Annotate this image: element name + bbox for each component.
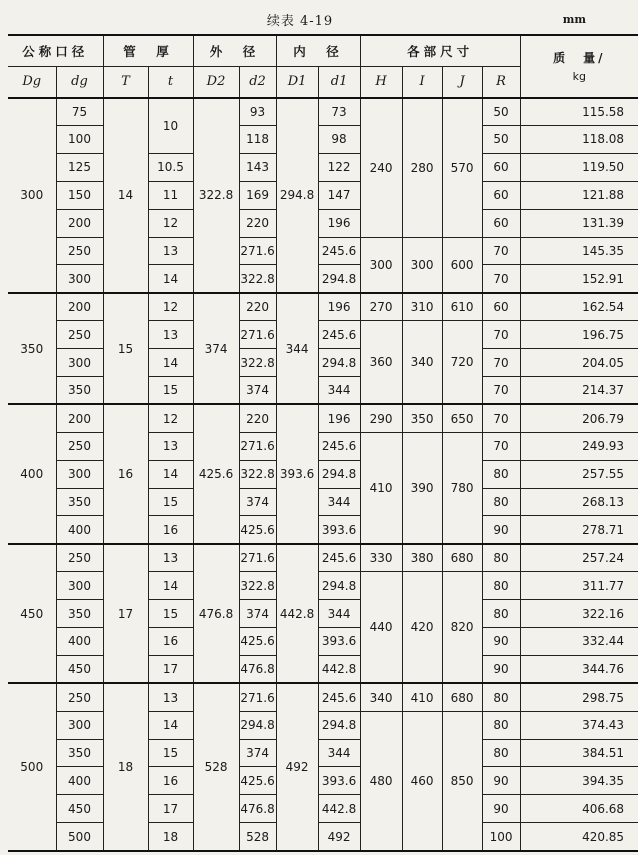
cell-d2: 294.8: [239, 711, 276, 739]
cell-mass: 311.77: [520, 572, 638, 600]
cell-dg: 200: [56, 209, 103, 237]
cell-d2: 220: [239, 209, 276, 237]
table-row: [8, 153, 638, 181]
cell-I: 300: [402, 237, 442, 293]
table-row: [8, 209, 638, 237]
table-row: [8, 237, 638, 265]
cell-dg: 200: [56, 293, 103, 321]
cell-dg: 350: [56, 488, 103, 516]
table-row: [8, 432, 638, 460]
cell-I: 380: [402, 544, 442, 572]
cell-J: 820: [442, 572, 482, 684]
cell-d1: 98: [318, 126, 360, 154]
cell-D2: 528: [193, 683, 239, 851]
cell-d1: 294.8: [318, 572, 360, 600]
table-row: [8, 126, 638, 154]
header-mass-label: 质 量/: [553, 51, 606, 66]
cell-H: 270: [360, 293, 402, 321]
cell-H: 340: [360, 683, 402, 711]
table-row: [8, 460, 638, 488]
cell-d1: 393.6: [318, 628, 360, 656]
cell-I: 350: [402, 404, 442, 432]
cell-d1: 245.6: [318, 432, 360, 460]
header-outer-diameter: 外 径: [193, 35, 276, 67]
symbol-I: I: [402, 67, 442, 98]
cell-d2: 271.6: [239, 683, 276, 711]
cell-J: 780: [442, 432, 482, 544]
cell-d1: 122: [318, 153, 360, 181]
cell-d2: 374: [239, 600, 276, 628]
cell-R: 70: [482, 265, 520, 293]
cell-dg: 450: [56, 655, 103, 683]
cell-t: 14: [148, 265, 193, 293]
cell-I: 420: [402, 572, 442, 684]
header-mass: [520, 35, 638, 98]
cell-d2: 476.8: [239, 655, 276, 683]
cell-nominal-Dg: 450: [8, 544, 56, 683]
cell-d1: 393.6: [318, 767, 360, 795]
cell-R: 70: [482, 377, 520, 405]
cell-d1: 245.6: [318, 544, 360, 572]
cell-mass: 420.85: [520, 823, 638, 851]
table-row: [8, 767, 638, 795]
cell-d1: 344: [318, 377, 360, 405]
cell-t: 17: [148, 795, 193, 823]
cell-d1: 492: [318, 823, 360, 851]
cell-J: 600: [442, 237, 482, 293]
cell-d2: 93: [239, 98, 276, 126]
cell-mass: 257.55: [520, 460, 638, 488]
cell-dg: 350: [56, 739, 103, 767]
cell-t: 11: [148, 181, 193, 209]
cell-R: 80: [482, 572, 520, 600]
cell-H: 410: [360, 432, 402, 544]
cell-d1: 196: [318, 209, 360, 237]
cell-H: 300: [360, 237, 402, 293]
cell-dg: 300: [56, 265, 103, 293]
cell-D1: 442.8: [276, 544, 318, 683]
symbol-J: J: [442, 67, 482, 98]
header-pipe-wall: 管 厚: [103, 35, 193, 67]
cell-mass: 344.76: [520, 655, 638, 683]
cell-H: 480: [360, 711, 402, 851]
cell-dg: 100: [56, 126, 103, 154]
cell-R: 80: [482, 544, 520, 572]
cell-d2: 528: [239, 823, 276, 851]
cell-mass: 204.05: [520, 349, 638, 377]
cell-D1: 344: [276, 293, 318, 405]
cell-mass: 162.54: [520, 293, 638, 321]
cell-d1: 344: [318, 488, 360, 516]
cell-J: 610: [442, 293, 482, 321]
cell-d2: 425.6: [239, 767, 276, 795]
cell-d1: 245.6: [318, 683, 360, 711]
cell-mass: 214.37: [520, 377, 638, 405]
cell-mass: 115.58: [520, 98, 638, 126]
cell-mass: 249.93: [520, 432, 638, 460]
cell-t: 13: [148, 432, 193, 460]
cell-d2: 220: [239, 293, 276, 321]
cell-t: 13: [148, 683, 193, 711]
cell-J: 680: [442, 544, 482, 572]
table-row: [8, 683, 638, 711]
cell-d2: 118: [239, 126, 276, 154]
cell-d2: 374: [239, 377, 276, 405]
cell-R: 50: [482, 98, 520, 126]
cell-d1: 294.8: [318, 265, 360, 293]
cell-mass: 257.24: [520, 544, 638, 572]
symbol-d1: d1: [318, 67, 360, 98]
cell-R: 90: [482, 767, 520, 795]
cell-t: 12: [148, 404, 193, 432]
cell-R: 60: [482, 293, 520, 321]
cell-t: 12: [148, 209, 193, 237]
cell-I: 390: [402, 432, 442, 544]
table-row: [8, 628, 638, 656]
cell-d1: 344: [318, 600, 360, 628]
cell-R: 70: [482, 404, 520, 432]
cell-mass: 374.43: [520, 711, 638, 739]
cell-R: 70: [482, 321, 520, 349]
cell-t: 15: [148, 600, 193, 628]
cell-T: 16: [103, 404, 148, 543]
cell-dg: 400: [56, 628, 103, 656]
cell-d1: 196: [318, 293, 360, 321]
cell-mass: 131.39: [520, 209, 638, 237]
cell-t: 13: [148, 544, 193, 572]
cell-d1: 442.8: [318, 795, 360, 823]
cell-mass: 384.51: [520, 739, 638, 767]
cell-dg: 250: [56, 237, 103, 265]
cell-J: 680: [442, 683, 482, 711]
cell-D1: 393.6: [276, 404, 318, 543]
cell-H: 360: [360, 321, 402, 405]
cell-R: 70: [482, 349, 520, 377]
symbol-R: R: [482, 67, 520, 98]
cell-t: 15: [148, 488, 193, 516]
table-row: [8, 349, 638, 377]
header-nominal-diameter: 公称口径: [8, 35, 103, 67]
cell-d2: 322.8: [239, 572, 276, 600]
cell-t: 14: [148, 711, 193, 739]
table-row: [8, 544, 638, 572]
cell-H: 330: [360, 544, 402, 572]
cell-D2: 425.6: [193, 404, 239, 543]
cell-dg: 150: [56, 181, 103, 209]
cell-t: 17: [148, 655, 193, 683]
symbol-D1: D1: [276, 67, 318, 98]
cell-R: 70: [482, 237, 520, 265]
cell-R: 80: [482, 488, 520, 516]
cell-mass: 206.79: [520, 404, 638, 432]
table-row: [8, 488, 638, 516]
table-row: [8, 655, 638, 683]
cell-t: 10.5: [148, 153, 193, 181]
cell-d2: 143: [239, 153, 276, 181]
cell-T: 15: [103, 293, 148, 405]
cell-H: 440: [360, 572, 402, 684]
cell-T: 17: [103, 544, 148, 683]
cell-R: 80: [482, 460, 520, 488]
cell-mass: 394.35: [520, 767, 638, 795]
cell-mass: 298.75: [520, 683, 638, 711]
cell-d1: 442.8: [318, 655, 360, 683]
cell-d1: 294.8: [318, 460, 360, 488]
table-row: [8, 739, 638, 767]
table-row: [8, 98, 638, 126]
cell-mass: 278.71: [520, 516, 638, 544]
cell-R: 60: [482, 209, 520, 237]
cell-mass: 268.13: [520, 488, 638, 516]
table-row: [8, 181, 638, 209]
table-row: [8, 293, 638, 321]
cell-J: 650: [442, 404, 482, 432]
table-row: [8, 321, 638, 349]
cell-d1: 245.6: [318, 237, 360, 265]
cell-R: 60: [482, 153, 520, 181]
cell-d2: 271.6: [239, 237, 276, 265]
cell-R: 100: [482, 823, 520, 851]
cell-T: 18: [103, 683, 148, 851]
cell-R: 60: [482, 181, 520, 209]
cell-R: 90: [482, 628, 520, 656]
table-row: [8, 711, 638, 739]
cell-D2: 476.8: [193, 544, 239, 683]
cell-dg: 250: [56, 683, 103, 711]
cell-d1: 147: [318, 181, 360, 209]
table-row: [8, 516, 638, 544]
cell-dg: 250: [56, 432, 103, 460]
symbol-t: t: [148, 67, 193, 98]
header-dimensions: 各部尺寸: [360, 35, 520, 67]
cell-d2: 322.8: [239, 460, 276, 488]
cell-R: 90: [482, 795, 520, 823]
cell-d2: 322.8: [239, 265, 276, 293]
symbol-D2: D2: [193, 67, 239, 98]
cell-J: 850: [442, 711, 482, 851]
cell-d2: 425.6: [239, 516, 276, 544]
cell-d1: 73: [318, 98, 360, 126]
cell-d2: 425.6: [239, 628, 276, 656]
cell-t: 18: [148, 823, 193, 851]
cell-J: 570: [442, 98, 482, 237]
cell-d2: 476.8: [239, 795, 276, 823]
cell-J: 720: [442, 321, 482, 405]
table-row: [8, 795, 638, 823]
cell-H: 290: [360, 404, 402, 432]
cell-d2: 271.6: [239, 432, 276, 460]
cell-d1: 245.6: [318, 321, 360, 349]
cell-dg: 200: [56, 404, 103, 432]
cell-mass: 145.35: [520, 237, 638, 265]
cell-d1: 344: [318, 739, 360, 767]
cell-H: 240: [360, 98, 402, 237]
table-caption: 续表 4-19: [266, 14, 334, 29]
table-row: [8, 572, 638, 600]
cell-d2: 374: [239, 488, 276, 516]
cell-I: 460: [402, 711, 442, 851]
cell-R: 90: [482, 655, 520, 683]
cell-dg: 250: [56, 544, 103, 572]
cell-d2: 322.8: [239, 349, 276, 377]
cell-dg: 300: [56, 572, 103, 600]
cell-R: 70: [482, 432, 520, 460]
cell-t: 15: [148, 739, 193, 767]
table-row: [8, 404, 638, 432]
cell-mass: 118.08: [520, 126, 638, 154]
cell-mass: 406.68: [520, 795, 638, 823]
table-row: [8, 265, 638, 293]
cell-dg: 400: [56, 516, 103, 544]
symbol-H: H: [360, 67, 402, 98]
cell-R: 80: [482, 739, 520, 767]
cell-t: 16: [148, 516, 193, 544]
cell-d2: 169: [239, 181, 276, 209]
cell-R: 50: [482, 126, 520, 154]
cell-dg: 400: [56, 767, 103, 795]
cell-mass: 152.91: [520, 265, 638, 293]
cell-D1: 294.8: [276, 98, 318, 293]
cell-t: 14: [148, 349, 193, 377]
symbol-T: T: [103, 67, 148, 98]
cell-d2: 220: [239, 404, 276, 432]
cell-dg: 300: [56, 711, 103, 739]
cell-t: 14: [148, 460, 193, 488]
cell-t: 15: [148, 377, 193, 405]
cell-dg: 450: [56, 795, 103, 823]
cell-dg: 350: [56, 600, 103, 628]
cell-dg: 250: [56, 321, 103, 349]
cell-D2: 322.8: [193, 98, 239, 293]
cell-D2: 374: [193, 293, 239, 405]
cell-t: 13: [148, 237, 193, 265]
cell-d2: 271.6: [239, 544, 276, 572]
cell-d1: 294.8: [318, 711, 360, 739]
cell-dg: 500: [56, 823, 103, 851]
symbol-Dg: Dg: [8, 67, 56, 98]
cell-mass: 332.44: [520, 628, 638, 656]
cell-dg: 300: [56, 460, 103, 488]
cell-R: 80: [482, 683, 520, 711]
symbol-dg: dg: [56, 67, 103, 98]
cell-d1: 294.8: [318, 349, 360, 377]
cell-d1: 393.6: [318, 516, 360, 544]
cell-dg: 75: [56, 98, 103, 126]
table-row: [8, 823, 638, 851]
cell-R: 90: [482, 516, 520, 544]
cell-nominal-Dg: 400: [8, 404, 56, 543]
cell-mass: 196.75: [520, 321, 638, 349]
cell-T: 14: [103, 98, 148, 293]
cell-mass: 121.88: [520, 181, 638, 209]
cell-I: 310: [402, 293, 442, 321]
cell-nominal-Dg: 300: [8, 98, 56, 293]
cell-d1: 196: [318, 404, 360, 432]
cell-dg: 350: [56, 377, 103, 405]
cell-I: 340: [402, 321, 442, 405]
cell-d2: 374: [239, 739, 276, 767]
cell-mass: 119.50: [520, 153, 638, 181]
cell-t: 13: [148, 321, 193, 349]
cell-I: 280: [402, 98, 442, 237]
cell-t: 16: [148, 628, 193, 656]
symbol-d2: d2: [239, 67, 276, 98]
cell-d2: 271.6: [239, 321, 276, 349]
header-mass-unit: kg: [572, 70, 586, 84]
cell-t: 12: [148, 293, 193, 321]
table-row: [8, 600, 638, 628]
cell-dg: 300: [56, 349, 103, 377]
table-row: [8, 377, 638, 405]
cell-R: 80: [482, 600, 520, 628]
flange-dimension-table: [8, 34, 638, 852]
cell-nominal-Dg: 350: [8, 293, 56, 405]
unit-label: mm: [562, 13, 586, 26]
cell-t: 14: [148, 572, 193, 600]
cell-t: 10: [148, 98, 193, 154]
cell-I: 410: [402, 683, 442, 711]
cell-t: 16: [148, 767, 193, 795]
cell-D1: 492: [276, 683, 318, 851]
cell-nominal-Dg: 500: [8, 683, 56, 851]
cell-R: 80: [482, 711, 520, 739]
header-inner-diameter: 内 径: [276, 35, 360, 67]
cell-mass: 322.16: [520, 600, 638, 628]
cell-dg: 125: [56, 153, 103, 181]
